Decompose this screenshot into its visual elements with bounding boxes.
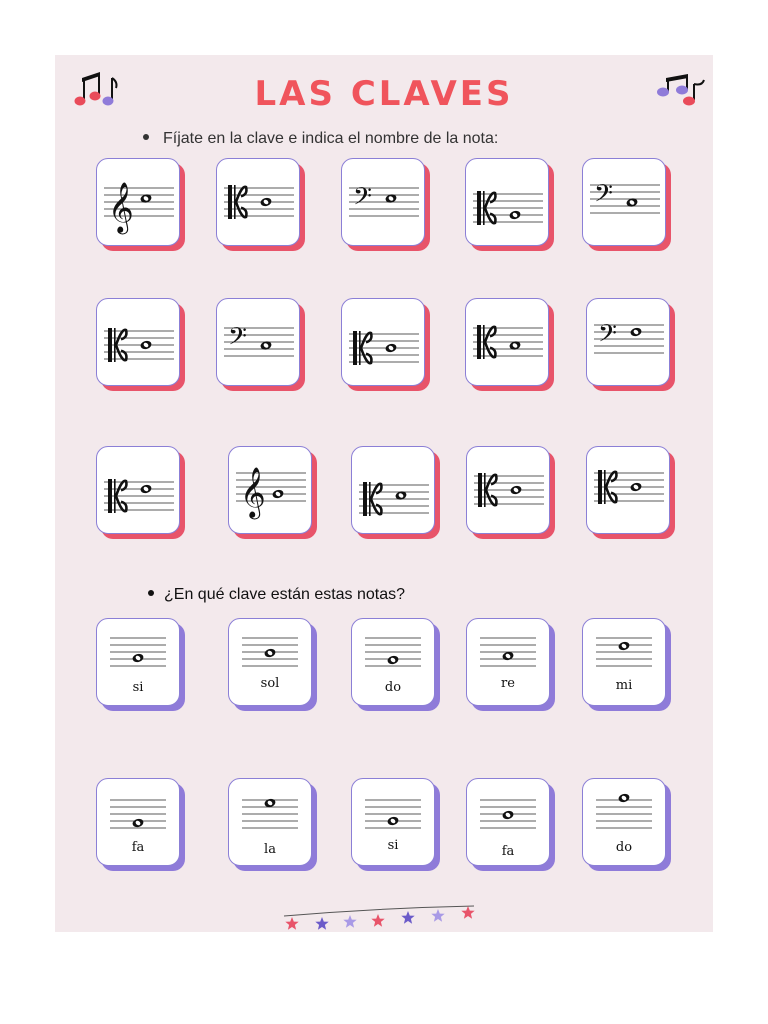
- note-name-label: do: [615, 840, 633, 855]
- whole-note: [630, 482, 643, 493]
- whole-note: [140, 484, 153, 495]
- bass-clef-icon: 𝄢: [353, 182, 372, 216]
- note-name-label: si: [132, 680, 144, 695]
- bass-clef-icon: 𝄢: [594, 179, 613, 213]
- star-garland-icon: [280, 902, 480, 938]
- star-icon: [285, 917, 298, 930]
- whole-note: [132, 818, 145, 829]
- clef-card[interactable]: [465, 158, 549, 246]
- clef-card[interactable]: [586, 298, 670, 386]
- note-card[interactable]: [96, 618, 180, 706]
- clef-card[interactable]: [216, 158, 300, 246]
- bass-clef-icon: 𝄢: [598, 319, 617, 353]
- note-card[interactable]: [466, 618, 550, 706]
- star-icon: [401, 911, 414, 924]
- whole-note: [387, 655, 400, 666]
- note-name-label: mi: [615, 678, 633, 693]
- clef-card[interactable]: [341, 298, 425, 386]
- note-card[interactable]: [96, 778, 180, 866]
- instruction-1-text: Fíjate en la clave e indica el nombre de la nota:: [163, 130, 499, 147]
- clef-card[interactable]: [351, 446, 435, 534]
- whole-note: [510, 485, 523, 496]
- clef-card[interactable]: [466, 446, 550, 534]
- whole-note: [260, 197, 273, 208]
- whole-note: [140, 340, 153, 351]
- instruction-1: [143, 130, 498, 148]
- clef-card[interactable]: [96, 158, 180, 246]
- treble-clef-icon: 𝄞: [240, 468, 266, 518]
- clef-card[interactable]: [341, 158, 425, 246]
- whole-note: [509, 210, 522, 221]
- note-card[interactable]: [351, 618, 435, 706]
- whole-note: [385, 343, 398, 354]
- clef-card[interactable]: [582, 158, 666, 246]
- star-icon: [461, 906, 474, 919]
- note-card[interactable]: [466, 778, 550, 866]
- note-card[interactable]: [351, 778, 435, 866]
- star-icon: [343, 915, 356, 928]
- whole-note: [502, 810, 515, 821]
- whole-note: [618, 793, 631, 804]
- bass-clef-icon: 𝄢: [228, 322, 247, 356]
- note-card[interactable]: [582, 778, 666, 866]
- clef-card[interactable]: [228, 446, 312, 534]
- clef-card[interactable]: [216, 298, 300, 386]
- note-name-label: do: [384, 680, 402, 695]
- star-icon: [371, 914, 384, 927]
- whole-note: [387, 816, 400, 827]
- clef-card[interactable]: [96, 298, 180, 386]
- note-name-label: sol: [260, 676, 280, 691]
- note-name-label: re: [501, 676, 515, 691]
- note-name-label: la: [264, 842, 276, 857]
- star-icon: [315, 917, 328, 930]
- page-title: LAS CLAVES: [254, 74, 514, 114]
- whole-note: [264, 648, 277, 659]
- note-name-label: si: [387, 838, 399, 853]
- whole-note: [272, 489, 285, 500]
- whole-note: [618, 641, 631, 652]
- clef-card[interactable]: [96, 446, 180, 534]
- treble-clef-icon: 𝄞: [108, 183, 134, 233]
- instruction-2-text: ¿En qué clave están estas notas?: [164, 586, 406, 603]
- whole-note: [630, 327, 643, 338]
- clef-card[interactable]: [586, 446, 670, 534]
- star-icon: [431, 909, 444, 922]
- note-name-label: fa: [501, 844, 515, 859]
- instruction-2: [148, 586, 405, 604]
- note-card[interactable]: [582, 618, 666, 706]
- note-name-label: fa: [131, 840, 145, 855]
- note-card[interactable]: [228, 618, 312, 706]
- clef-card[interactable]: [465, 298, 549, 386]
- whole-note: [132, 653, 145, 664]
- note-card[interactable]: [228, 778, 312, 866]
